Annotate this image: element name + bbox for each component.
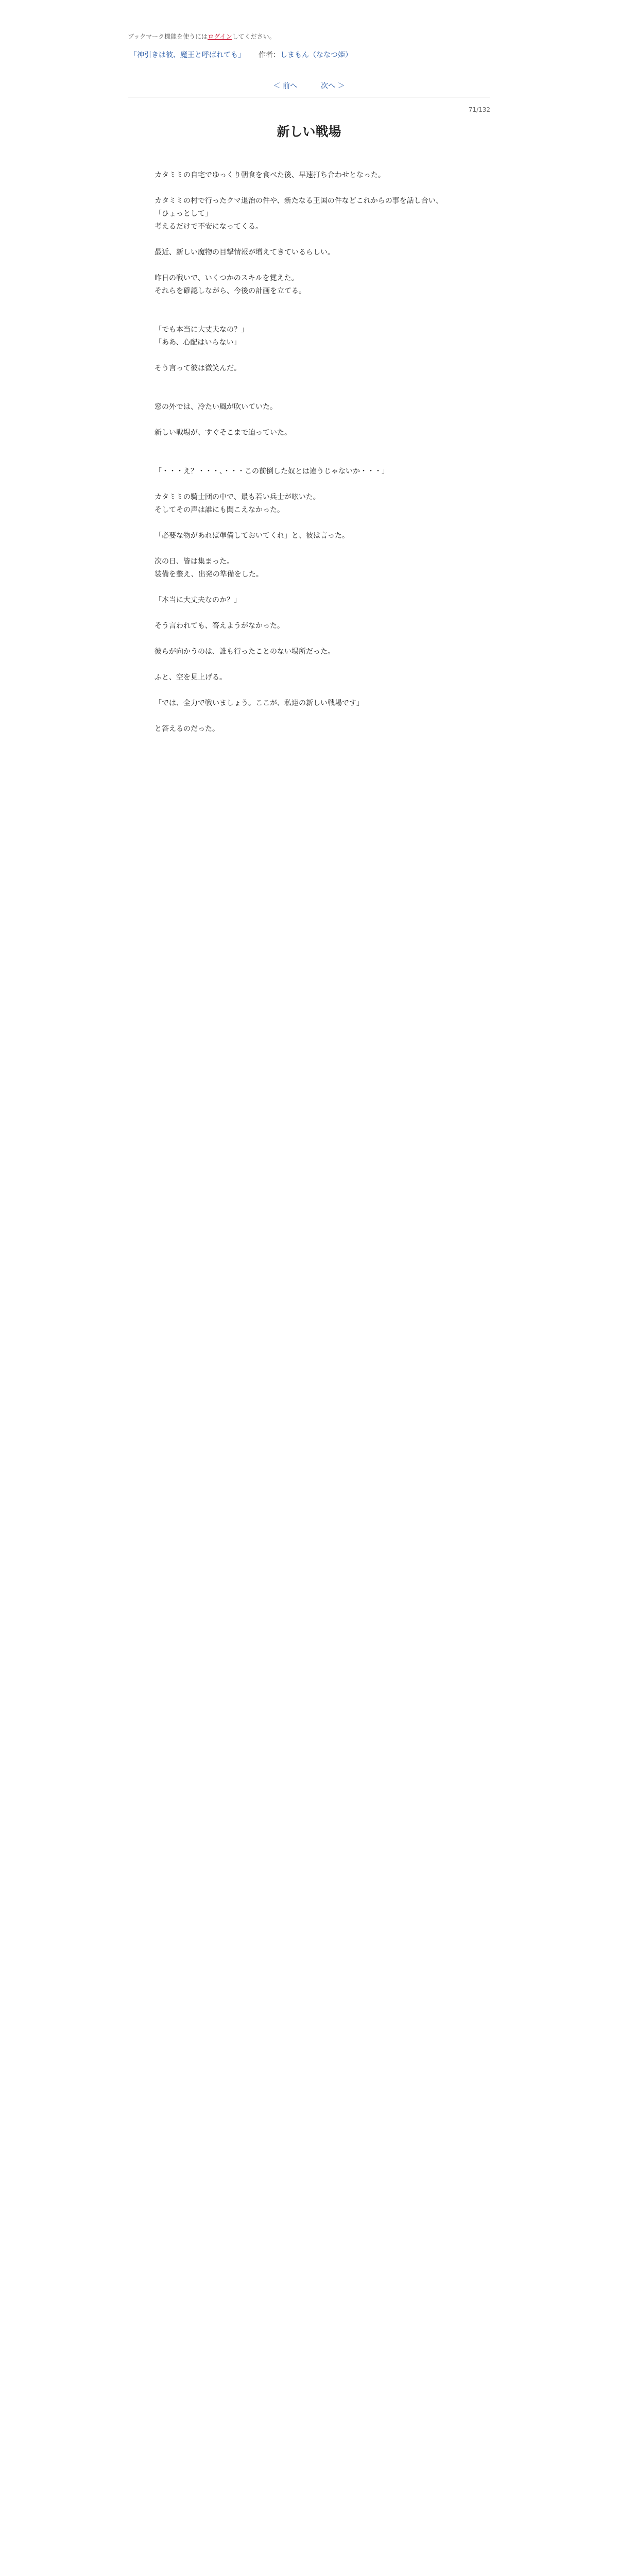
- next-episode-link[interactable]: 次へ ＞: [321, 82, 345, 90]
- novel-line: 次の日、皆は集まった。: [154, 557, 234, 566]
- work-info-line: [130, 49, 352, 60]
- novel-line: 「ああ、心配はいらない」: [154, 338, 241, 347]
- novel-line: 最近、新しい魔物の目撃情報が増えてきているらしい。: [154, 248, 335, 257]
- blank-line: [154, 233, 464, 246]
- note-prefix: ブックマーク機能を使うには: [128, 33, 208, 40]
- novel-line: 「・・・え？・・・、・・・この前倒した奴とは違うじゃないか・・・」: [154, 467, 389, 476]
- blank-line: [154, 581, 464, 594]
- novel-line: それらを確認しながら、今後の計画を立てる。: [154, 287, 306, 295]
- blank-line: [154, 414, 464, 427]
- novel-line: ふと、空を見上げる。: [154, 673, 227, 682]
- blank-line: [154, 311, 464, 324]
- blank-line: [154, 543, 464, 555]
- note-suffix: してください。: [232, 33, 276, 40]
- novel-line: 彼らが向かうのは、誰も行ったことのない場所だった。: [154, 648, 335, 656]
- blank-line: [154, 517, 464, 530]
- blank-line: [154, 658, 464, 671]
- novel-body: [154, 169, 464, 736]
- blank-line: [154, 375, 464, 388]
- novel-line: 「では、全力で戦いましょう。ここが、私達の新しい戦場です」: [154, 699, 364, 707]
- novel-line: 「でも本当に大丈夫なの？」: [154, 326, 248, 334]
- author-link[interactable]: しまもん（ななつ姫）: [280, 51, 352, 59]
- blank-line: [154, 439, 464, 452]
- novel-line: 考えるだけで不安になってくる。: [154, 223, 263, 231]
- blank-line: [154, 633, 464, 646]
- author-label: 作者：: [259, 51, 280, 59]
- novel-line: 昨日の戦いで、いくつかのスキルを覚えた。: [154, 274, 299, 282]
- novel-line: カタミミの騎士団の中で、最も若い兵士が呟いた。: [154, 493, 320, 501]
- blank-line: [154, 349, 464, 362]
- novel-line: そう言って彼は微笑んだ。: [154, 364, 241, 372]
- novel-line: 「ひょっとして」: [154, 210, 212, 218]
- novel-line: カタミミの自宅でゆっくり朝食を食べた後、早速打ち合わせとなった。: [154, 171, 385, 179]
- blank-line: [154, 452, 464, 465]
- novel-line: と答えるのだった。: [154, 725, 219, 733]
- blank-line: [154, 478, 464, 491]
- novel-line: 「必要な物があれば準備しておいてくれ」と、彼は言った。: [154, 532, 349, 540]
- blank-line: [154, 684, 464, 697]
- novel-line: 装備を整え、出発の準備をした。: [154, 570, 263, 579]
- work-title-link[interactable]: 「神引きは彼、魔王と呼ばれても」: [130, 51, 245, 59]
- novel-line: そしてその声は誰にも聞こえなかった。: [154, 506, 284, 514]
- blank-line: [154, 182, 464, 195]
- novel-line: 窓の外では、冷たい風が吹いていた。: [154, 403, 277, 411]
- blank-line: [154, 388, 464, 401]
- blank-line: [154, 710, 464, 723]
- novel-line: そう言われても、答えようがなかった。: [154, 622, 284, 630]
- login-link[interactable]: ログイン: [208, 33, 232, 40]
- episode-title: 新しい戦場: [277, 124, 341, 139]
- bookmark-login-note: [128, 32, 276, 41]
- prev-episode-link[interactable]: ＜ 前へ: [273, 82, 297, 90]
- novel-line: 「本当に大丈夫なのか？」: [154, 596, 241, 604]
- episode-number: 71/132: [468, 106, 490, 113]
- blank-line: [154, 298, 464, 311]
- blank-line: [154, 607, 464, 620]
- novel-line: カタミミの村で行ったクマ退治の件や、新たなる王国の件などこれからの事を話し合い、: [154, 197, 443, 205]
- episode-pager-top: [0, 80, 618, 91]
- novel-line: 新しい戦場が、すぐそこまで迫っていた。: [154, 429, 291, 437]
- blank-line: [154, 259, 464, 272]
